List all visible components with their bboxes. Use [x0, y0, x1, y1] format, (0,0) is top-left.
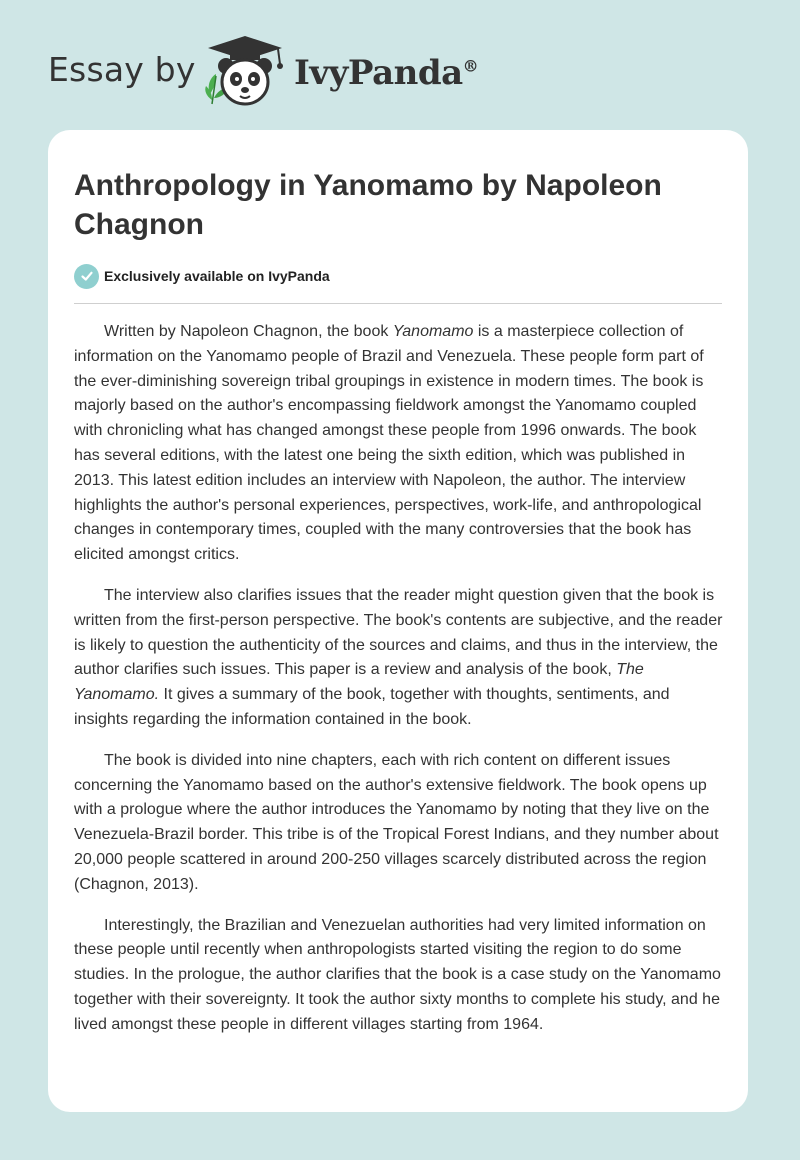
registered-mark: ® — [462, 56, 479, 76]
article-paragraph — [74, 914, 724, 1038]
paragraph-text: The book is divided into nine chapters, each with rich content on different issues concerning the Yanomamo based on the author's extensive fieldwork. The book opens up with a prologue where the author introduces the Yanomamo by noting that they live on the Venezuela-Brazil border. This tribe is of the Tropical Forest Indians, and they number about 20,000 people scattered in around 200-250 villages scarcely distributed across the region (Chagnon, 2013). — [74, 751, 719, 893]
article-paragraph — [74, 320, 724, 568]
article-card — [48, 130, 748, 1112]
italic-text: The Yanomamo. — [74, 661, 644, 704]
article-title: Anthropology in Yanomamo by Napoleon Chagnon — [74, 169, 662, 241]
brand-name[interactable] — [294, 53, 478, 93]
paragraph-text: Written by Napoleon Chagnon, the book — [104, 323, 393, 340]
panda-logo-icon[interactable] — [200, 34, 290, 108]
paragraph-text: It gives a summary of the book, together with thoughts, sentiments, and insights regarding the information contained in the book. — [74, 686, 670, 728]
article-paragraph — [74, 584, 724, 733]
article-body — [74, 320, 724, 1054]
paragraph-text: Interestingly, the Brazilian and Venezuelan authorities had very limited information on these people until recently when anthropologists started visiting the region to do some studies. In the prologue, the author clarifies that the book is a case study on the Yanomamo together with their sovereignty. It took the author sixty months to complete his study, and he lived amongst these people in different villages starting from 1964. — [74, 916, 721, 1033]
exclusive-badge — [74, 263, 330, 289]
essay-by-label: Essay by — [48, 50, 196, 89]
paragraph-text: is a masterpiece collection of information on the Yanomamo people of Brazil and Venezuela. These people form part of the ever-diminishing sovereign tribal groupings in existence in modern times. The book is majorly based on the author's encompassing fieldwork amongst the Yanomamo coupled with chronicling what has changed amongst these people from 1996 onwards. The book has several editions, with the latest one being the sixth edition, which was published in 2013. This latest edition includes an interview with Napoleon, the author. The interview highlights the author's personal experiences, perspectives, work-life, and anthropological changes in contemporary times, coupled with the many controversies that the book has elicited amongst critics. — [74, 323, 704, 564]
italic-text: Yanomamo — [392, 323, 474, 340]
paragraph-text: The interview also clarifies issues that the reader might question given that the book is written from the first-person perspective. The book's contents are subjective, and the reader is likely to question the authenticity of the sources and claims, and thus in the interview, the author clarifies such issues. This paper is a review and analysis of the book, — [74, 586, 723, 679]
article-paragraph — [74, 749, 724, 898]
divider — [74, 303, 722, 304]
check-icon — [74, 264, 99, 289]
site-header — [0, 0, 800, 130]
brand-text: IvyPanda — [294, 53, 463, 93]
badge-label: Exclusively available on IvyPanda — [104, 268, 330, 284]
